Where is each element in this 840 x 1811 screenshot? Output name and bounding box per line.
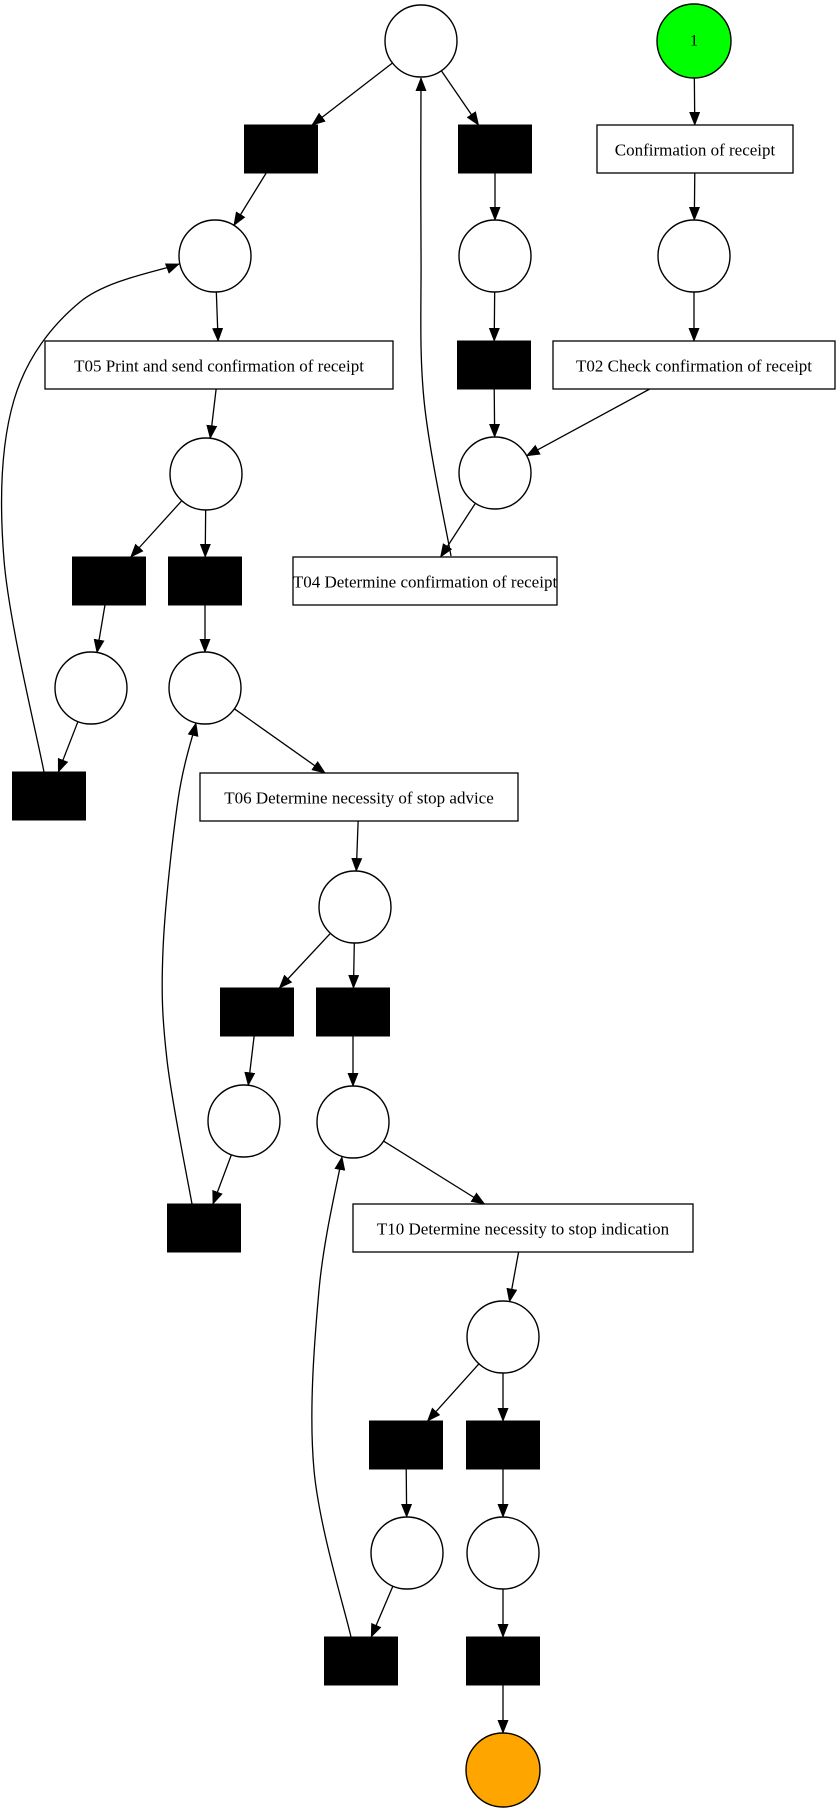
edge-p1-to-s1 (312, 63, 392, 125)
edge-p9-to-s8 (353, 943, 354, 988)
end-place-circle (466, 1733, 540, 1807)
task-transition-t06 (200, 773, 518, 821)
edge-t02-to-p5 (527, 389, 650, 456)
silent-transition-s1 (245, 125, 318, 173)
silent-transition-s12 (325, 1637, 398, 1685)
place-p13 (371, 1517, 443, 1589)
silent-transition-s8 (317, 988, 390, 1036)
edge-t05-to-p6 (210, 389, 216, 438)
place-p9 (319, 871, 391, 943)
place-p4 (658, 220, 730, 292)
silent-transition-s7 (221, 988, 294, 1036)
edge-p6-to-s4 (131, 501, 182, 557)
edge-p7-to-s6 (58, 722, 78, 772)
place-p1-circle (385, 5, 457, 77)
place-p12-circle (467, 1301, 539, 1373)
task-transition-t10-label: T10 Determine necessity to stop indication (376, 1219, 670, 1239)
place-p5 (459, 437, 531, 509)
edge-p1-to-s2 (441, 71, 478, 125)
task-transition-conf-label: Confirmation of receipt (614, 140, 776, 160)
edge-p2-to-t05 (216, 292, 218, 341)
task-transition-conf (597, 125, 793, 173)
task-transition-t10 (353, 1204, 693, 1252)
edge-t04-to-p1 (421, 78, 451, 556)
silent-transition-s3 (458, 341, 531, 389)
task-transition-t06-label: T06 Determine necessity of stop advice (224, 788, 494, 808)
start-place (657, 4, 731, 78)
edge-s9-to-p8 (162, 723, 196, 1204)
place-p10 (208, 1085, 280, 1157)
edge-p11-to-t10 (384, 1141, 485, 1204)
place-p8 (169, 652, 241, 724)
place-p10-circle (208, 1085, 280, 1157)
token-count-label: 1 (690, 32, 698, 50)
place-p12 (467, 1301, 539, 1373)
edge-s7-to-p10 (248, 1036, 254, 1085)
end-place (466, 1733, 540, 1807)
place-p2-circle (179, 220, 251, 292)
silent-transition-s6 (13, 772, 86, 820)
task-transition-t02 (553, 341, 835, 389)
edge-p12-to-s10 (428, 1364, 479, 1421)
edge-p10-to-s9 (213, 1155, 231, 1204)
task-transition-t04 (293, 557, 558, 605)
place-p11 (317, 1086, 389, 1158)
place-p5-circle (459, 437, 531, 509)
edge-p9-to-s7 (279, 933, 330, 988)
edge-p13-to-s12 (371, 1586, 393, 1637)
silent-transition-s2 (459, 125, 532, 173)
silent-transition-s11 (467, 1421, 540, 1469)
task-transition-t05-label: T05 Print and send confirmation of receipt (74, 356, 364, 376)
silent-transition-s5 (169, 557, 242, 605)
edge-p8-to-t06 (234, 709, 325, 773)
place-p2 (179, 220, 251, 292)
place-p13-circle (371, 1517, 443, 1589)
silent-transition-s9 (168, 1204, 241, 1252)
silent-transition-s4 (73, 557, 146, 605)
task-transition-t05 (45, 341, 393, 389)
place-p6 (170, 438, 242, 510)
silent-transition-s10 (370, 1421, 443, 1469)
edge-t10-to-p12 (509, 1252, 518, 1302)
place-p14-circle (467, 1517, 539, 1589)
place-p3-circle (459, 220, 531, 292)
place-p6-circle (170, 438, 242, 510)
task-transition-t02-label: T02 Check confirmation of receipt (575, 356, 813, 376)
silent-transition-s13 (467, 1637, 540, 1685)
place-p7 (55, 652, 127, 724)
place-p1 (385, 5, 457, 77)
place-p3 (459, 220, 531, 292)
place-p9-circle (319, 871, 391, 943)
edge-t06-to-p9 (356, 821, 358, 871)
edge-s12-to-p11 (312, 1157, 351, 1637)
edge-s4-to-p7 (97, 605, 105, 652)
place-p14 (467, 1517, 539, 1589)
place-p4-circle (658, 220, 730, 292)
place-p7-circle (55, 652, 127, 724)
edge-s1-to-p2 (234, 173, 266, 225)
task-transition-t04-label: T04 Determine confirmation of receipt (292, 572, 558, 592)
place-p11-circle (317, 1086, 389, 1158)
place-p8-circle (169, 652, 241, 724)
